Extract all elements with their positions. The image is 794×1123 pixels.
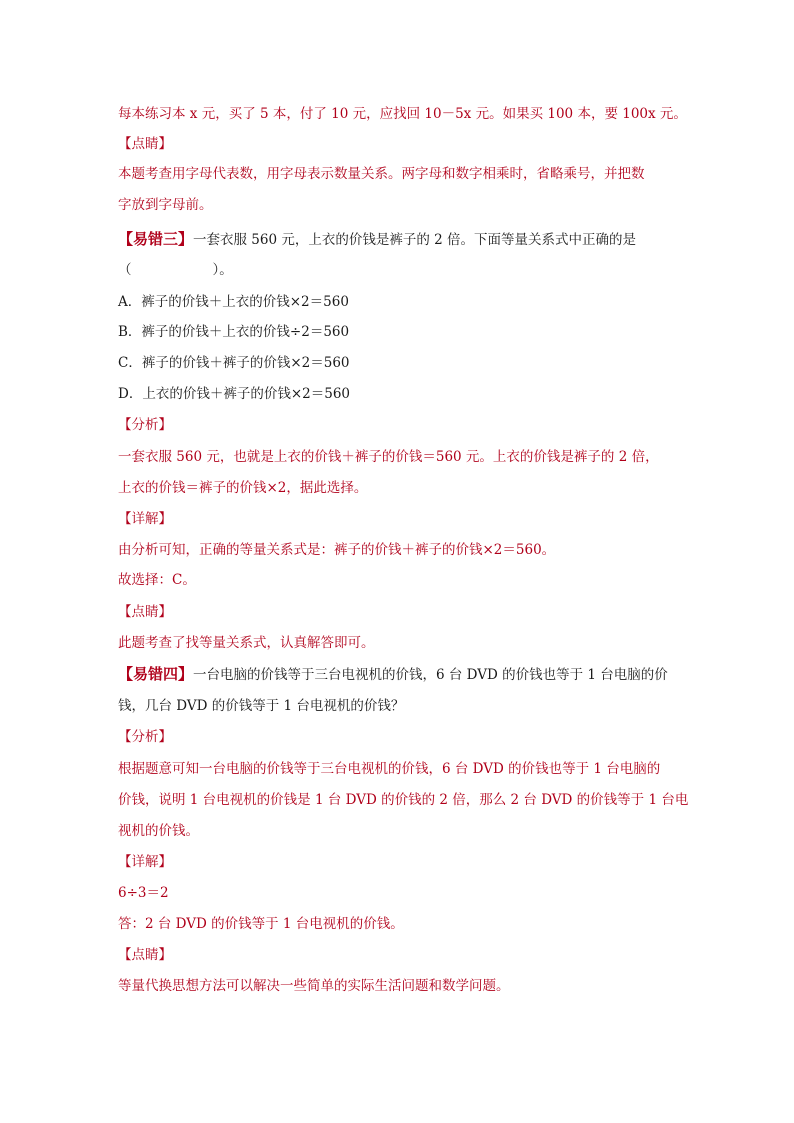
option-c: C．裤子的价钱＋裤子的价钱×2＝560 (118, 355, 350, 371)
question-4-tag: 【易错四】 (118, 665, 194, 683)
fenxi-2-text-3: 视机的价钱。 (118, 823, 199, 839)
section-header-fenxi: 【分析】 (118, 417, 172, 433)
question-3-text: 一套衣服 560 元，上衣的价钱是裤子的 2 倍。下面等量关系式中正确的是 (193, 232, 637, 248)
question-4-line-2: 钱，几台 DVD 的价钱等于 1 台电视机的价钱？ (118, 698, 405, 714)
question-3-blank: （ ）。 (118, 262, 233, 278)
fenxi-text-1: 一套衣服 560 元，也就是上衣的价钱＋裤子的价钱＝560 元。上衣的价钱是裤子的 2 倍， (118, 449, 659, 465)
option-d: D．上衣的价钱＋裤子的价钱×2＝560 (118, 386, 350, 402)
xiangjie-2-text-2: 答：2 台 DVD 的价钱等于 1 台电视机的价钱。 (118, 916, 404, 932)
fenxi-2-text-2: 价钱，说明 1 台电视机的价钱是 1 台 DVD 的价钱的 2 倍，那么 2 台 DVD 的价钱等于 1 台电 (118, 792, 689, 808)
dianjing-3-text: 等量代换思想方法可以解决一些简单的实际生活问题和数学问题。 (118, 978, 510, 994)
option-b: B．裤子的价钱＋上衣的价钱÷2＝560 (118, 324, 350, 340)
dianjing-text-2: 字放到字母前。 (118, 197, 213, 213)
question-4-text: 一台电脑的价钱等于三台电视机的价钱，6 台 DVD 的价钱也等于 1 台电脑的价 (193, 667, 668, 683)
section-header-fenxi-2: 【分析】 (118, 729, 172, 745)
section-header-xiangjie: 【详解】 (118, 511, 172, 527)
dianjing-text-1: 本题考查用字母代表数，用字母表示数量关系。两字母和数字相乘时，省略乘号，并把数 (118, 166, 645, 182)
option-a: A．裤子的价钱＋上衣的价钱×2＝560 (118, 294, 349, 310)
section-header-dianjing-3: 【点睛】 (118, 947, 172, 963)
section-header-dianjing: 【点睛】 (118, 136, 172, 152)
xiangjie-text-1: 由分析可知，正确的等量关系式是：裤子的价钱＋裤子的价钱×2＝560。 (118, 542, 556, 558)
question-3-tag: 【易错三】 (118, 230, 194, 248)
dianjing-2-text: 此题考查了找等量关系式，认真解答即可。 (118, 635, 375, 651)
answer-line-1: 每本练习本 x 元，买了 5 本，付了 10 元，应找回 10－5x 元。如果买 100 本，要 100x 元。 (118, 106, 687, 122)
fenxi-text-2: 上衣的价钱＝裤子的价钱×2，据此选择。 (118, 480, 368, 496)
question-3-line-1 (118, 229, 636, 250)
question-4-line-1 (118, 664, 668, 685)
fenxi-2-text-1: 根据题意可知一台电脑的价钱等于三台电视机的价钱，6 台 DVD 的价钱也等于 1 台电脑的 (118, 761, 661, 777)
section-header-dianjing-2: 【点睛】 (118, 604, 172, 620)
xiangjie-text-2: 故选择：C。 (118, 572, 196, 588)
xiangjie-2-text-1: 6÷3＝2 (118, 885, 169, 901)
section-header-xiangjie-2: 【详解】 (118, 854, 172, 870)
